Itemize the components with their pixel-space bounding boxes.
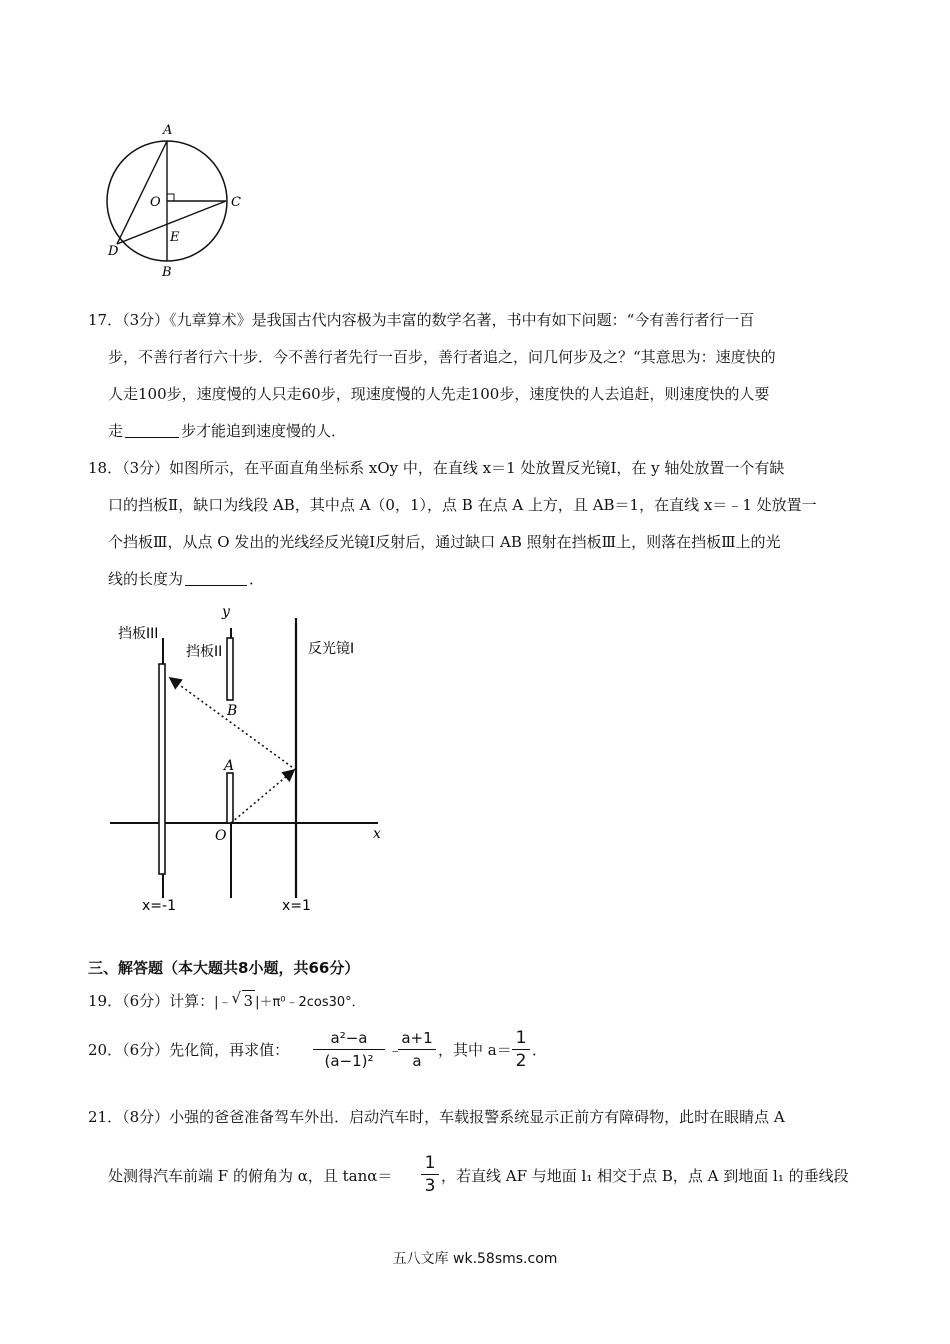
q17-line-2: 步，不善行者行六十步．今不善行者先行一百步，善行者追之，问几何步及之？“其意思为：速度快的 [108,348,776,366]
label-o: O [150,195,161,210]
q20-where: ，其中 a＝ [438,1041,512,1059]
q21-line-1: 21．（8分）小强的爸爸准备驾车外出．启动汽车时，车载报警系统显示正前方有障碍物，此时在眼睛点 A [88,1108,785,1126]
q20-frac1-bar [313,1049,385,1050]
q21-line-2-start: 处测得汽车前端 F 的俯角为 α，且 tanα＝ [108,1167,393,1185]
q17-line-4-end: 步才能追到速度慢的人． [181,422,347,440]
q18-line-4-end: ． [249,570,265,588]
q18-line-4-start: 线的长度为 [108,570,184,588]
q17-line-4-start: 走 [108,422,124,440]
q17-line-4 [108,421,346,441]
q18-line-1: 18．（3分）如图所示，在平面直角坐标系 xOy 中，在直线 x＝1 处放置反光镜Ⅰ，在 y 轴处放置一个有缺 [88,459,785,477]
q19-rest: |＋π⁰﹣2cos30°． [255,995,365,1010]
q20-fraction-1 [313,1029,385,1070]
q20-frac2-bar [398,1049,436,1050]
q21-tan-numerator: 1 [424,1153,436,1173]
sqrt-icon: √ [231,989,242,1007]
q20-frac3-denominator: 2 [515,1051,527,1071]
q19-prefix: 19．（6分）计算： [88,992,215,1010]
q18-answer-blank[interactable] [185,571,247,586]
q19-sqrt [231,989,256,1011]
q20-frac2-numerator: a+1 [401,1029,433,1047]
q18-line-2: 口的挡板Ⅱ，缺口为线段 AB，其中点 A（0，1），点 B 在点 A 上方，且 AB＝1，在直线 x＝﹣1 处放置一 [108,496,817,514]
q20-fraction-3 [512,1029,530,1070]
q20-frac1-denominator: (a−1)² [324,1052,374,1070]
q19-line [88,990,365,1013]
q18-line-3: 个挡板Ⅲ，从点 O 发出的光线经反光镜Ⅰ反射后，通过缺口 AB 照射在挡板Ⅲ上，则落在挡板Ⅲ上的光 [108,533,781,551]
q17-answer-blank[interactable] [125,423,179,438]
board2-upper-segment [227,638,233,700]
label-b: B [162,265,172,280]
label-point-b: B [227,703,238,719]
q19-sqrt-radicand: 3 [243,992,254,1010]
q21-tan-denominator: 3 [424,1176,436,1196]
label-origin: O [215,828,227,844]
ray-incident [231,770,294,823]
q20-minus: ﹣ [388,1041,404,1059]
q20-frac3-numerator: 1 [515,1028,527,1048]
label-y-axis: y [222,604,230,620]
label-c: C [231,195,241,210]
label-a: A [163,123,173,138]
label-mirror: 反光镜I [308,641,355,657]
label-board3: 挡板III [118,626,159,642]
circle-figure [100,118,260,283]
right-angle-mark [167,194,174,201]
q20-frac3-bar [512,1049,530,1050]
label-point-a: A [224,758,235,774]
q20-frac2-denominator: a [412,1052,422,1070]
label-x-pos1: x=1 [282,898,311,914]
q21-tan-fraction [421,1154,439,1195]
chord-ad [117,141,167,244]
label-d: D [108,244,119,259]
q19-abs-open: |﹣ [214,995,232,1010]
q20-end: ． [532,1041,548,1059]
q20-prefix: 20．（6分）先化简，再求值： [88,1041,290,1059]
q21-line-2-end: ，若直线 AF 与地面 l₁ 相交于点 B，点 A 到地面 l₁ 的垂线段 [441,1167,849,1185]
q20-fraction-2 [398,1029,436,1070]
q20-frac1-numerator: a²−a [330,1029,368,1047]
board3 [159,664,165,874]
footer-watermark: 五八文库 wk.58sms.com [392,1251,558,1267]
q17-line-3: 人走100步，速度慢的人只走60步，现速度慢的人先走100步，速度快的人去追赶，则速度快的人要 [108,385,770,403]
label-x-axis: x [373,826,381,842]
label-e: E [170,230,180,245]
board2-lower-segment [227,773,233,823]
label-x-neg1: x=-1 [142,898,176,914]
q21-tan-bar [421,1174,439,1175]
q17-line-1: 17．（3分）《九章算术》是我国古代内容极为丰富的数学名著，书中有如下问题：“今有善行者行一百 [88,311,755,329]
q18-line-4 [108,569,264,589]
section-3-heading: 三、解答题（本大题共8小题，共66分） [88,959,360,977]
q18-figure [100,598,400,918]
label-board2: 挡板II [186,644,223,660]
